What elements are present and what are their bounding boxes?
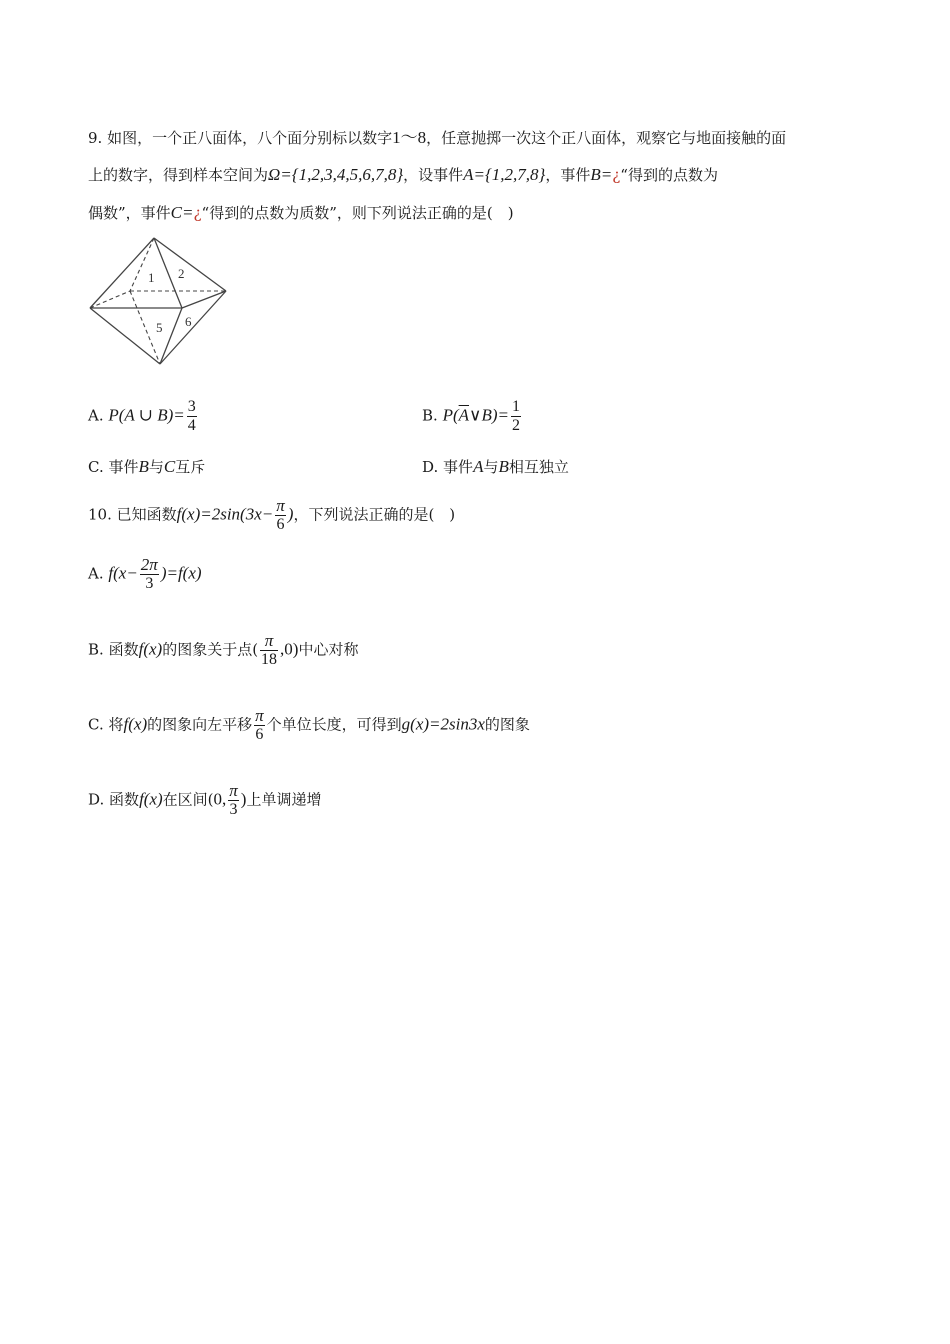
q9-option-b [422, 398, 523, 435]
fraction-numerator: 3 [187, 398, 196, 415]
fraction-denominator: 2 [511, 417, 520, 434]
fraction-numerator: 2π [140, 555, 158, 574]
option-text: 的图象 [484, 715, 530, 734]
q9-stem-text-2c: ，事件 [545, 166, 591, 184]
option-label: D. [422, 458, 439, 476]
face-label-2: 2 [178, 266, 185, 281]
q10-stem-rest: ，下列说法正确的是( ) [293, 505, 456, 524]
event-a: A [473, 457, 484, 476]
option-text: 的图象向左平移 [147, 715, 253, 734]
fraction [260, 632, 278, 669]
octahedron-figure [86, 234, 232, 370]
function-fx: f(x) [138, 639, 163, 659]
fraction-denominator: 18 [261, 651, 278, 668]
q10-option-b [88, 632, 358, 669]
event-c: C [163, 457, 176, 476]
option-text: 上单调递增 [246, 790, 322, 809]
q10-close: ) [287, 504, 294, 524]
face-label-1: 1 [148, 270, 155, 285]
q10-stem-text: 已知函数 [116, 505, 177, 524]
option-text: 函数 [108, 640, 139, 659]
option-text: 与 [483, 458, 499, 476]
q10-fx: f(x)=2sin(3x− [176, 504, 274, 524]
q9-glyph-b: ¿ [612, 166, 621, 184]
q9-b-desc: “得到的点数为 [620, 166, 718, 184]
option-expr: 0, [213, 789, 227, 809]
q9-b-event: B= [590, 165, 613, 184]
option-text: 的图象关于点( [162, 640, 259, 659]
function-gx: g(x)=2sin3x [401, 714, 485, 734]
option-expr: )=f(x) [160, 563, 202, 583]
fraction [254, 707, 265, 744]
q9-stem-text-1: 如图，一个正八面体，八个面分别标以数字 [107, 129, 393, 147]
q9-c-event: C= [170, 203, 194, 222]
fraction-numerator: 1 [511, 398, 520, 415]
fraction-denominator: 4 [187, 417, 196, 434]
q9-stem-text-1b: ，任意抛掷一次这个正八面体，观察它与地面接触的面 [426, 129, 787, 147]
q9-b-abar: $\overline{A}$ [458, 405, 470, 425]
option-label: B. [88, 640, 104, 659]
option-text: 与 [148, 458, 164, 476]
fraction [187, 398, 197, 435]
q9-line-3 [88, 202, 514, 224]
q9-option-c [88, 456, 205, 477]
q9-range: 1～8 [392, 128, 427, 147]
fraction-denominator: 6 [255, 726, 264, 743]
fraction-denominator: 3 [229, 801, 238, 818]
event-b: B [498, 457, 509, 476]
option-label: D. [88, 790, 105, 809]
fraction-denominator: 3 [145, 575, 154, 592]
fraction [140, 556, 159, 593]
fraction-numerator: π [260, 632, 278, 651]
option-text: 函数 [109, 790, 140, 809]
option-label: A. [88, 564, 104, 583]
option-text: 将 [108, 715, 124, 734]
q9-b-rest: ∨B)= [469, 405, 509, 425]
fraction-denominator: 6 [276, 516, 285, 533]
function-fx: f(x) [139, 789, 163, 809]
q9-b-p: P( [442, 405, 459, 425]
q9-line-1 [88, 127, 786, 149]
fraction [228, 782, 239, 819]
fraction [275, 497, 286, 534]
q9-option-d [422, 456, 569, 477]
q9-line-2 [88, 164, 718, 186]
event-b: B [138, 457, 149, 476]
q9-a-expr: P(A ∪ B)= [108, 405, 185, 425]
fraction [511, 398, 521, 435]
option-label: A. [88, 406, 104, 425]
q10-stem [88, 497, 455, 534]
fraction-numerator: π [229, 781, 238, 800]
option-text: 互斥 [175, 458, 206, 476]
function-fx: f(x) [123, 714, 148, 734]
fraction-numerator: π [255, 706, 264, 725]
option-label: C. [88, 715, 104, 734]
face-label-6: 6 [185, 314, 192, 329]
q9-a-set: A={1,2,7,8} [463, 165, 546, 184]
option-text: 在区间( [162, 790, 214, 809]
q9-stem-text-2: 上的数字，得到样本空间为 [88, 166, 269, 184]
q10-option-a [88, 556, 202, 593]
option-text: 事件 [108, 458, 139, 476]
option-expr: f(x− [108, 563, 138, 583]
option-label: C. [88, 458, 104, 476]
q9-option-a [88, 398, 199, 435]
option-label: B. [422, 406, 438, 425]
option-text: 个单位长度，可得到 [266, 715, 402, 734]
option-text: 相互独立 [508, 458, 569, 476]
option-text: 中心对称 [298, 640, 359, 659]
face-label-5: 5 [156, 320, 163, 335]
q9-stem-text-3: 偶数”，事件 [88, 204, 171, 222]
q9-stem-text-2b: ，设事件 [403, 166, 464, 184]
q9-number: 9. [88, 129, 103, 147]
q10-number: 10. [88, 505, 112, 524]
q9-c-desc: “得到的点数为质数”，则下列说法正确的是( ) [201, 204, 514, 222]
option-text: 事件 [443, 458, 474, 476]
fraction-numerator: π [276, 496, 285, 515]
q10-option-c [88, 707, 530, 744]
q9-omega-set: Ω={1,2,3,4,5,6,7,8} [268, 165, 404, 184]
option-expr: ) [240, 789, 247, 809]
q10-option-d [88, 782, 321, 819]
option-expr: ,0) [280, 639, 299, 659]
q9-glyph-c: ¿ [193, 204, 202, 222]
